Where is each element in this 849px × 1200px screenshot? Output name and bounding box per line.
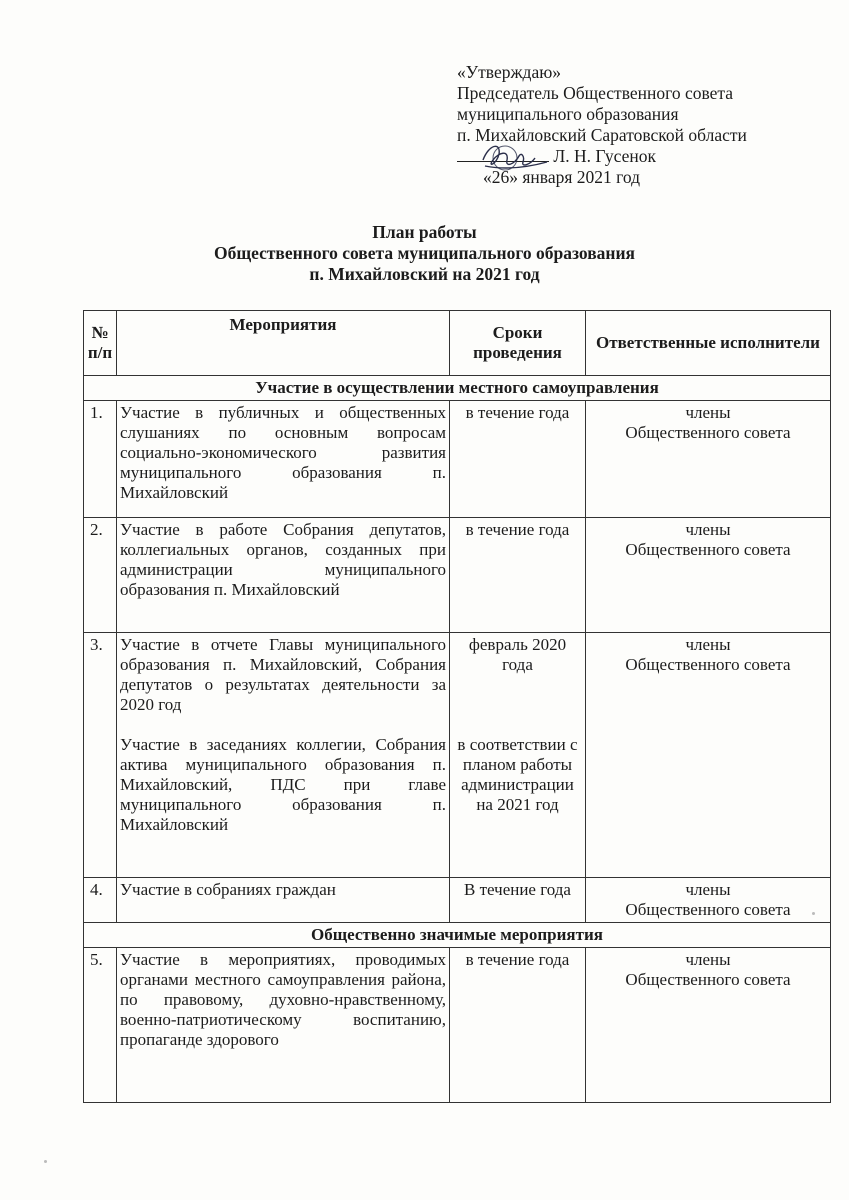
approval-signer: Л. Н. Гусенок [553,146,656,166]
row-event [117,948,450,1103]
row-term: В течение года [450,878,586,923]
document-title [0,222,849,285]
row-term: в течение года [450,518,586,633]
event-text: Участие в мероприятиях, проводимых органами местного самоуправления района, по правовому, духовно-нравственному, военно-патриотическому воспитанию, пропаганде здорового [120,950,446,1049]
row-responsible [586,948,831,1103]
row-term: в течение года [450,401,586,518]
row-number: 4. [84,878,117,923]
row-event [117,878,450,923]
term-gap [453,675,582,735]
row-responsible [586,633,831,878]
table-row [84,878,831,923]
approval-heading: «Утверждаю» [457,62,562,82]
responsible-line-1: члены [685,403,731,422]
responsible-line-2: Общественного совета [625,970,791,989]
section-row [84,376,831,401]
row-responsible [586,401,831,518]
responsible-line-2: Общественного совета [625,655,791,674]
scan-speck [812,912,815,915]
title-line-3: п. Михайловский на 2021 год [309,264,540,284]
table-row [84,401,831,518]
approval-locality: п. Михайловский Саратовской области [457,125,747,145]
table-header-row [84,311,831,376]
event-text: Участие в отчете Главы муниципального образования п. Михайловский, Собрания депутатов о результатах деятельности за 2020 год [120,635,446,714]
title-line-2: Общественного совета муниципального образования [213,243,636,263]
responsible-line-2: Общественного совета [625,540,791,559]
term-text-2: в соответствии с планом работы администрации на 2021 год [457,735,578,814]
term-text: февраль 2020 года [468,635,567,674]
header-terms: Сроки проведения [450,311,586,376]
work-plan-table [83,310,831,1103]
row-responsible [586,518,831,633]
responsible-line-1: члены [685,880,731,899]
event-text-2: Участие в заседаниях коллегии, Собрания актива муниципального образования п. Михайловский, ПДС при главе муниципального образования п. Михайловский [120,735,446,834]
header-number: № п/п [84,311,117,376]
responsible-line-1: члены [685,950,731,969]
header-responsible: Ответственные исполнители [586,311,831,376]
handwritten-signature [475,138,555,178]
table-row [84,633,831,878]
event-text: Участие в публичных и общественных слушаниях по основным вопросам социально-экономического развития муниципального образования п. Михайловский [120,403,446,502]
section-title-2: Общественно значимые мероприятия [84,923,831,948]
header-events: Мероприятия [117,311,450,376]
row-number: 1. [84,401,117,518]
row-event [117,633,450,878]
event-text: Участие в собраниях граждан [120,880,336,899]
row-number: 2. [84,518,117,633]
responsible-line-1: члены [685,635,731,654]
approval-organization: муниципального образования [457,104,679,124]
table-row [84,948,831,1103]
responsible-line-2: Общественного совета [625,900,791,919]
row-event [117,518,450,633]
section-row [84,923,831,948]
event-text: Участие в работе Собрания депутатов, коллегиальных органов, созданных при администрации муниципального образования п. Михайловский [120,520,446,599]
row-number: 3. [84,633,117,878]
responsible-line-1: члены [685,520,731,539]
row-responsible [586,878,831,923]
row-term: в течение года [450,948,586,1103]
responsible-line-2: Общественного совета [625,423,791,442]
row-event [117,401,450,518]
row-number: 5. [84,948,117,1103]
title-line-1: План работы [372,222,477,242]
row-term [450,633,586,878]
approval-position: Председатель Общественного совета [457,83,734,103]
approval-date: «26» января 2021 год [483,167,641,187]
table-row [84,518,831,633]
section-title-1: Участие в осуществлении местного самоуправления [84,376,831,401]
scan-speck [44,1160,47,1163]
